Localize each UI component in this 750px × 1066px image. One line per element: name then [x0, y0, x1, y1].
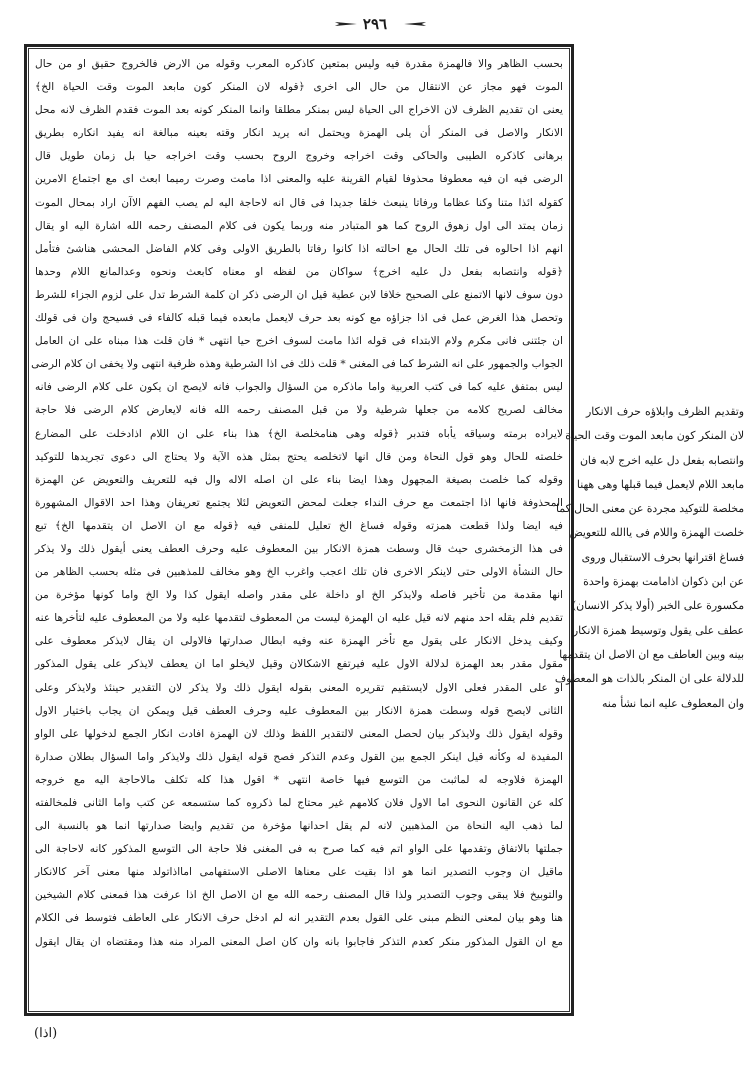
margin-line: وانتصابه بفعل دل عليه اخرج لابه فان	[579, 453, 744, 467]
text-line: جملتها بالاتفاق وتقدمها على الواو اتم فيه كما صرح به فى المغنى فلا حاجة الى التوسع المذكور كانه لاحاجة الى	[35, 843, 563, 856]
text-line: دون سوف لانها الاتمنع على الصحيح خلافا لابن عطية قيل ان الرضى ذكر ان كلمة الشرط تدل على لزوم الجزاء للشرط	[35, 288, 563, 301]
margin-line: بينه وبين العاطف مع ان الاصل ان يتقدمها	[559, 647, 744, 661]
text-line: هنا وهو بيان لمعنى النظم مبنى على القول بعدم التقدير انه لم ادخل حرف الانكار على العاطف فتوسط فى الكلام	[35, 912, 563, 925]
text-line: ان جئتنى فانى مكرم ولام الابتداء فى قوله ائذا مامت لسوف اخرج حيا انتهى * فان قلت هذا مبناه على ان العامل	[35, 335, 563, 348]
text-line: فيه ايضا ولذا قطعت همزته وقوله فساغ الخ تعليل للمنفى فيه ﴿قوله مع ان الاصل ان يتقدمها الخ﴾ تبع	[35, 519, 563, 532]
text-line: مخالف لصريح كلامه من جعلها شرطية ولا من قبل المصنف رحمه الله فانه لايعارض كلام الرضى فلا حاجة	[35, 404, 563, 417]
text-line: الموت فهو مجاز عن الانتقال من حال الى اخرى ﴿قوله لان المنكر كون مابعد الموت وقت الحياة الخ﴾	[35, 81, 563, 94]
margin-line: مابعد اللام لايعمل فيما قبلها وهى ههنا	[576, 477, 744, 491]
text-line: تقديم فلم يقله احد منهم لانه قيل عليه ان الهمزة ليست من المعطوف لتقدمها عليه ولا من المعطوف عليه لتأخرها عنه	[35, 612, 563, 625]
page-number: ٢٩٦	[362, 15, 388, 33]
margin-line: مخلصة للتوكيد مجردة عن معنى الحال كما	[556, 502, 744, 516]
margin-line: للدلالة على ان المنكر بالذات هو المعطوف	[554, 672, 744, 686]
text-line: كله عن القانون النحوى اما الاول فلان كلامهم غير محتاج لما ذكروه كما ستسمعه عن كتب واما الثانى فلمخالفته	[35, 797, 563, 809]
text-line: برهانى كاذكره الطيبى والحاكى وقت اخراجه وخروج الروح بحسب وقت اخراجه حيا بل زمان طويل قال	[35, 150, 563, 163]
text-line: فى هذا الزمخشرى حيث قال وسطت همزة الانكار بين المعطوف عليه وحرف العطف يعنى أيقول ذلك ولا يذكر	[35, 542, 563, 555]
text-line: مع ان القول المذكور منكر كعدم التذكر فاجابوا بانه وان كان اصل المعنى المراد منه هذا ومقتضاه ان يقال ايقول	[35, 935, 563, 948]
text-line: الثانى لايصح قوله وسطت همزة الانكار بين المعطوف عليه وحرف العطف قيل ويمكن ان يجاب باختيار الاول	[35, 704, 563, 717]
margin-line: لان المنكر كون مابعد الموت وقت الحياة	[565, 429, 744, 443]
margin-line: عن ابن ذكوان اذامامت بهمزة واحدة	[583, 575, 744, 589]
text-line: المفيدة له وكأنه قيل اينكر الجمع بين القول وعدم التذكر فصح قوله ايقول ذلك ولايذكر واما السؤال بطلان صدارة	[35, 750, 563, 763]
text-line: حال النشأة الاولى حتى لاينكر الاخرى فان تلك اعجب واغرب الخ وهو مخالف للمذهبين فى مثله بحسب الظاهر من	[35, 566, 563, 579]
text-line: خلصته للحال وهو قول النحاة ومن قال انها لاتخلصه يحتج بمثل هذه الآية ولا يحتاج الى دعوى تجريدها للتوكيد	[35, 450, 563, 463]
main-text-frame	[24, 44, 574, 1016]
text-line: وقوله ايقول ذلك ولايذكر بيان لحصل المعنى لالتقدير اللفظ وذلك لان الهمزة افادت انكار الجمع لدخولها على الواو	[35, 727, 563, 740]
text-line: لما ذهب اليه النحاة من المذهبين لانه لم يقل احدانها مؤخرة من تقديم وايضا صدارتها انما هو بالنسبة الى	[35, 820, 563, 833]
page-header	[0, 14, 750, 33]
text-line: مقول مقدر بعد الهمزة لدلالة الاول عليه فيرتفع الاشكالان وقيل لايخلو اما ان يعطف لايذكر على يقول المذكور	[35, 658, 563, 671]
text-line: الرضى فيه ان فيه معطوفا محذوفا لقيام القرينة عليه والمعنى اذا مامت وصرت رميما ابعث اى مع اجتماع الامرين	[35, 173, 563, 186]
margin-line: مكسورة على الخبر (أولا يذكر الانسان)	[571, 599, 744, 613]
ornament-right-icon	[391, 19, 417, 29]
text-line: انهم اذا احالوه فى تلك الحال مع احالته اذا كانوا رفاتا بالطريق الاولى وفى كلام الفاضل المحشى هناشئ فتأمل	[35, 242, 563, 255]
text-line: وقوله كما خلصت بصيغة المجهول وهذا ايضا بناء على ان اصله الاله وال فيه للتعريف والتعويض عن الهمزة	[35, 473, 563, 486]
text-line: ماقيل ان وجوب التصدير انما هو اذا بقيت على معناها الاصلى الاستفهامى امااذاتولد منها معنى آخر كالانكار	[35, 866, 563, 879]
text-line: الهمزة فلاوجه له لماثبت من التوسع فيها خاصة انتهى * اقول هذا كله تكلف مالاحاجة اليه مع خروجه	[35, 773, 563, 786]
text-line: او على المقدر فعلى الاول لايستقيم تقريره المعنى بقوله ايقول ذلك ولا يذكر لان التقدير حينئذ ولايذكر وعلى	[35, 681, 563, 694]
text-line: زمان يمتد الى اول زهوق الروح كما هو المتبادر منه وربما يكون فى كلام المصنف رحمه الله اشارة اليه او يقال	[35, 219, 563, 232]
text-line: يعنى ان تقديم الظرف لان الاخراج الى الحياة ليس بمنكر مطلقا وانما المنكر كونه بعد الموت فقدم الظرف لانه محل	[35, 104, 563, 117]
margin-line: فساغ اقترانها بحرف الاستقبال وروى	[581, 550, 744, 564]
text-line: الانكار والاصل فى المنكر أن يلى الهمزة ويحتمل انه يريد انكار وقته بعينه مبالغة انه يفيد انكاره بطريق	[35, 127, 563, 140]
text-line: ليس بمتفق عليه كما فى كتب العربية واما ماذكره من السؤال والجواب فانه لايصح ان يكون على كلام الرضى فانه	[35, 381, 563, 394]
catchword: (اذا)	[34, 1026, 58, 1041]
ornament-left-icon	[333, 19, 359, 29]
margin-note	[554, 400, 744, 716]
text-line: وكيف يدخل الانكار على يقول مع تأخر الهمزة عنه وفيه ابطال صدارتها فالاولى ان يقال لايذكر معطوف على	[35, 635, 563, 648]
text-line: وتحصل هذا الغرض عمل فى اذا جزاؤه مع كونه بعد حرف لايعمل مابعده فيما قبله كالفاء فى فسيحج وان فى قولك	[35, 312, 563, 325]
text-line: الجواب والجمهور على انه الشرط كما فى المغنى * قلت ذلك فى اذا الشرطية وهذه ظرفية انتهى ولا يخفى ان كلام الرضى	[31, 358, 563, 371]
text-line: انها مقدمة من تأخير فاصله ولايذكر الخ او داخلة على مقدر واصله ايقول كذا ولا الخ واما كونها مؤخرة من	[35, 589, 563, 602]
text-line: ﴿قوله وانتصابه بفعل دل عليه اخرج﴾ سواكان من لفظه او معناه كابعث ونحوه وعدالمانع اللام وحدها	[35, 265, 563, 278]
text-line: لايراده برمته وسياقه يأباه فتدبر ﴿قوله وهى هنامخلصة الخ﴾ هذا بناء على ان اللام اذادخلت على المضارع	[35, 427, 563, 440]
margin-line: وتقديم الظرف وابلاؤه حرف الانكار	[586, 405, 744, 418]
text-line: المحذوفة فانها اذا اجتمعت مع حرف النداء جعلت لمحض التعويض لئلا يجتمع تعريفان وهذا احد الاقوال المشهورة	[35, 496, 563, 509]
text-line: كقوله ائذا متنا وكنا عظاما ورفاتا ينبعث خلقا جديدا فى قال انه لاحاجة اليه لم يصب الفهم الاآن اراد بمحال الموت	[35, 196, 563, 209]
margin-line: خلصت الهمزة واللام فى ياالله للتعويض	[569, 526, 744, 540]
margin-line: وان المعطوف عليه انما نشأ منه	[601, 696, 744, 710]
page-number-ornament	[333, 15, 417, 33]
text-line: والتوبيخ فلا يبقى وجوب التصدير ولذا قال المصنف رحمه الله مع ان الاصل الخ اذا عرفت هذا فمعنى كلام الشيخين	[35, 889, 563, 902]
margin-line: عطف على يقول وتوسيط همزة الانكار	[572, 623, 744, 637]
text-line: بحسب الظاهر والا فالهمزة مقدرة فيه وليس بمتعين كاذكره المعرب وقوله من الارض فالخروج حقيق او من حال	[35, 58, 563, 70]
